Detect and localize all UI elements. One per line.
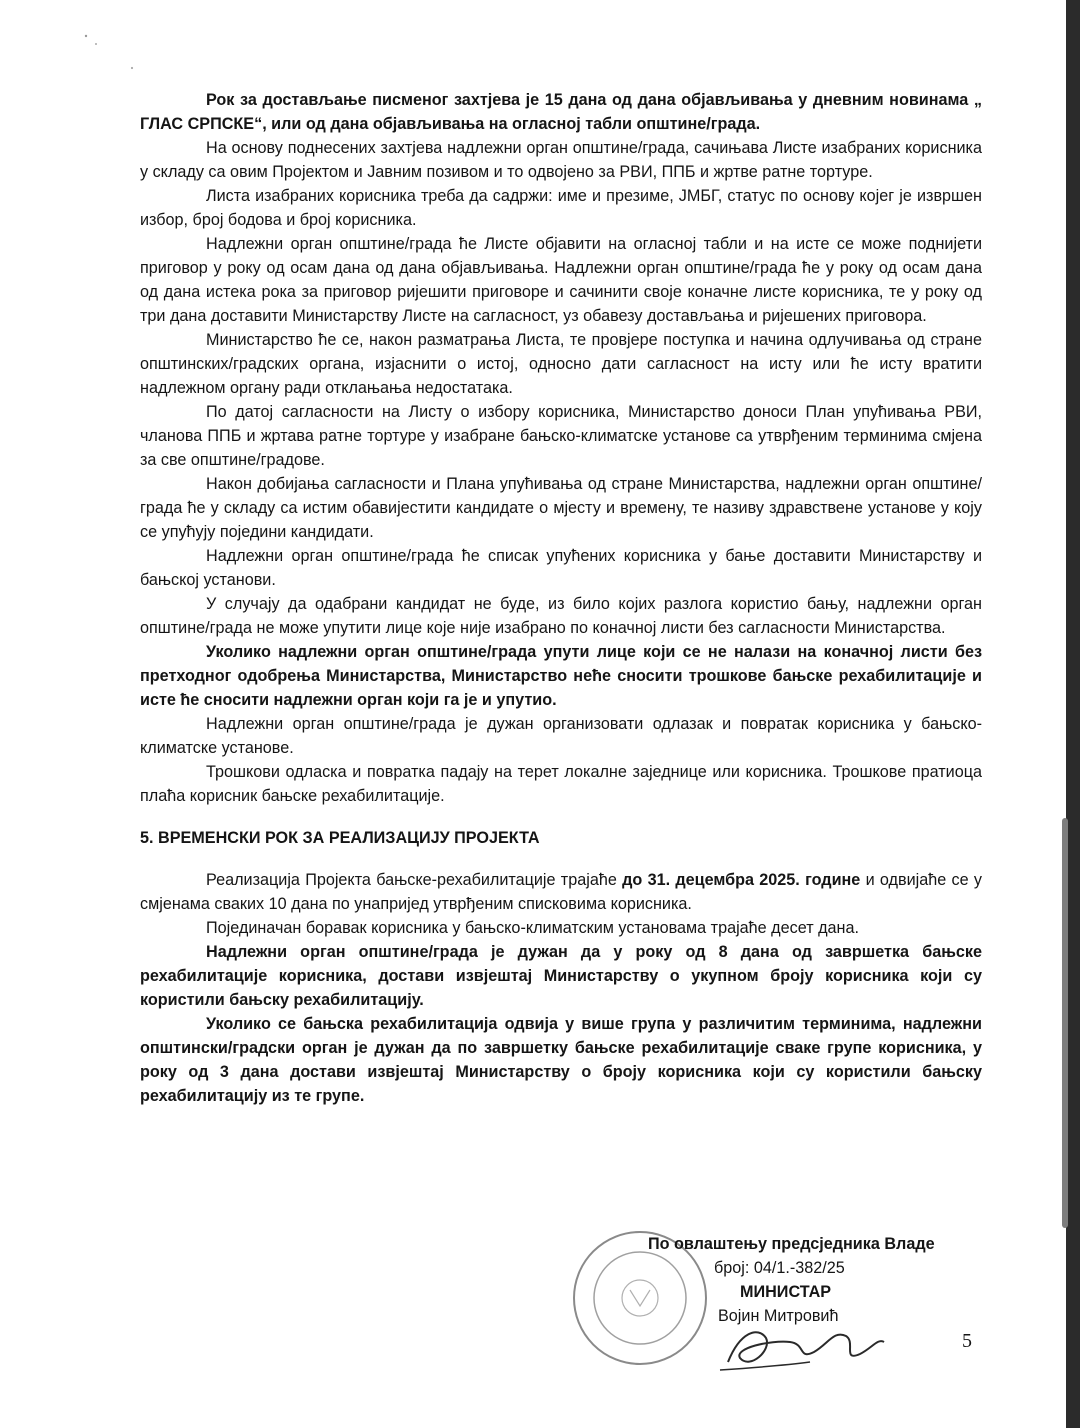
scan-specks: [80, 28, 140, 78]
document-body: [140, 88, 982, 1108]
signatory-title: МИНИСТАР: [740, 1283, 832, 1301]
paragraph: У случају да одабрани кандидат не буде, из било којих разлога користио бању, надлежни орган општине/града не може упутити лице које није изабрано по коначној листи без сагласности Министарства.: [140, 595, 982, 637]
section-paragraph: [140, 868, 982, 916]
paragraph-bold-text: Уколико се бањска рехабилитација одвија у више група у различитим терминима, надлежни општински/градски орган је дужан да по завршетку бањске рехабилитације сваке групе корисника, у року од 3 дана достави извјештај Министарству о броју корисника који су користили бањску рехабилитацију из те групе.: [140, 1015, 982, 1105]
signature-authority: По овлаштењу предсједника Владе: [648, 1235, 935, 1253]
handwritten-signature: [710, 1312, 890, 1382]
section-heading: 5. ВРЕМЕНСКИ РОК ЗА РЕАЛИЗАЦИЈУ ПРОЈЕКТА: [140, 829, 540, 847]
paragraph-bold-text: Надлежни орган општине/града је дужан да у року од 8 дана од завршетка бањске рехабилитације корисника, достави извјештај Министарству о укупном броју корисника који су користили бањску рехабилитацију.: [140, 943, 982, 1009]
scrollbar-thumb[interactable]: [1062, 818, 1068, 1228]
paragraph-text: и одвијаће се у смјенама сваких 10 дана по унапријед утврђеним списковима корисника.: [140, 871, 983, 913]
section-paragraph: [140, 1012, 982, 1108]
signatory-name: Војин Митровић: [718, 1307, 839, 1325]
paragraph-bold-text: до 31. децембра 2025. године: [622, 871, 861, 889]
paragraph: Рок за достављање писменог захтјева је 15 дана од дана објављивања у дневним новинама „ ГЛАС СРПСКЕ“, или од дана објављивања на огласној табли општине/града.: [140, 91, 982, 133]
document-number: број: 04/1.-382/25: [714, 1259, 845, 1277]
paragraph: Министарство ће се, након разматрања Листа, те провјере поступка и начина одлучивања од стране општинских/градских органа, изјаснити о истој, односно дати сагласност на исту или ће исту вратити надлежном органу ради отклањања недостатака.: [140, 331, 982, 397]
paragraph: Надлежни орган општине/града је дужан организовати одлазак и повратак корисника у бањско-климатске установе.: [140, 715, 982, 757]
page-number: 5: [962, 1330, 972, 1352]
paragraph: Уколико надлежни орган општине/града упути лице који се не налази на коначној листи без претходног одобрења Министарства, Министарство неће сносити трошкове бањске рехабилитације и исте ће сносити надлежни орган који га је и упутио.: [140, 643, 982, 709]
paragraph-text: Реализација Пројекта бањске-рехабилитације трајаће: [206, 871, 623, 889]
section-paragraph: [140, 940, 982, 1012]
paragraph-list: [140, 88, 982, 808]
section-paragraph-list: [140, 868, 982, 1108]
paragraph: Надлежни орган општине/града ће списак упућених корисника у бање доставити Министарству и бањској установи.: [140, 547, 982, 589]
section-paragraph: [140, 916, 982, 940]
paragraph-text: Појединачан боравак корисника у бањско-климатским установама трајаће десет дана.: [206, 919, 859, 937]
paragraph: На основу поднесених захтјева надлежни орган општине/града, сачињава Листе изабраних корисника у складу са овим Пројектом и Јавним позивом и то одвојено за РВИ, ППБ и жртве ратне тортуре.: [140, 139, 982, 181]
paragraph: Листа изабраних корисника треба да садржи: име и презиме, ЈМБГ, статус по основу којег је извршен избор, број бодова и број корисника.: [140, 187, 982, 229]
paragraph: Трошкови одласка и повратка падају на терет локалне заједнице или корисника. Трошкове пратиоца плаћа корисник бањске рехабилитације.: [140, 763, 982, 805]
paragraph: Након добијања сагласности и Плана упућивања од стране Министарства, надлежни орган општине/града ће у складу са истим обавијестити кандидате о мјесту и времену, те називу здравствене установе у коју се упућују поједини кандидати.: [140, 475, 982, 541]
paragraph: По датој сагласности на Листу о избору корисника, Министарство доноси План упућивања РВИ, чланова ППБ и жртава ратне тортуре у изабране бањско-климатске установе са утврђеним терминима смјена за све општине/градове.: [140, 403, 982, 469]
signature-block: [560, 1228, 960, 1378]
paragraph: Надлежни орган општине/града ће Листе објавити на огласној табли и на исте се може поднијети приговор у року од осам дана од дана објављивања. Надлежни орган општине/града ће у року од осам дана од дана истека рока за приговор ријешити приговоре и сачинити своје коначне листе корисника, те у року од три дана доставити Министарству Листе на сагласност, уз обавезу достављања и ријешених приговора.: [140, 235, 982, 325]
